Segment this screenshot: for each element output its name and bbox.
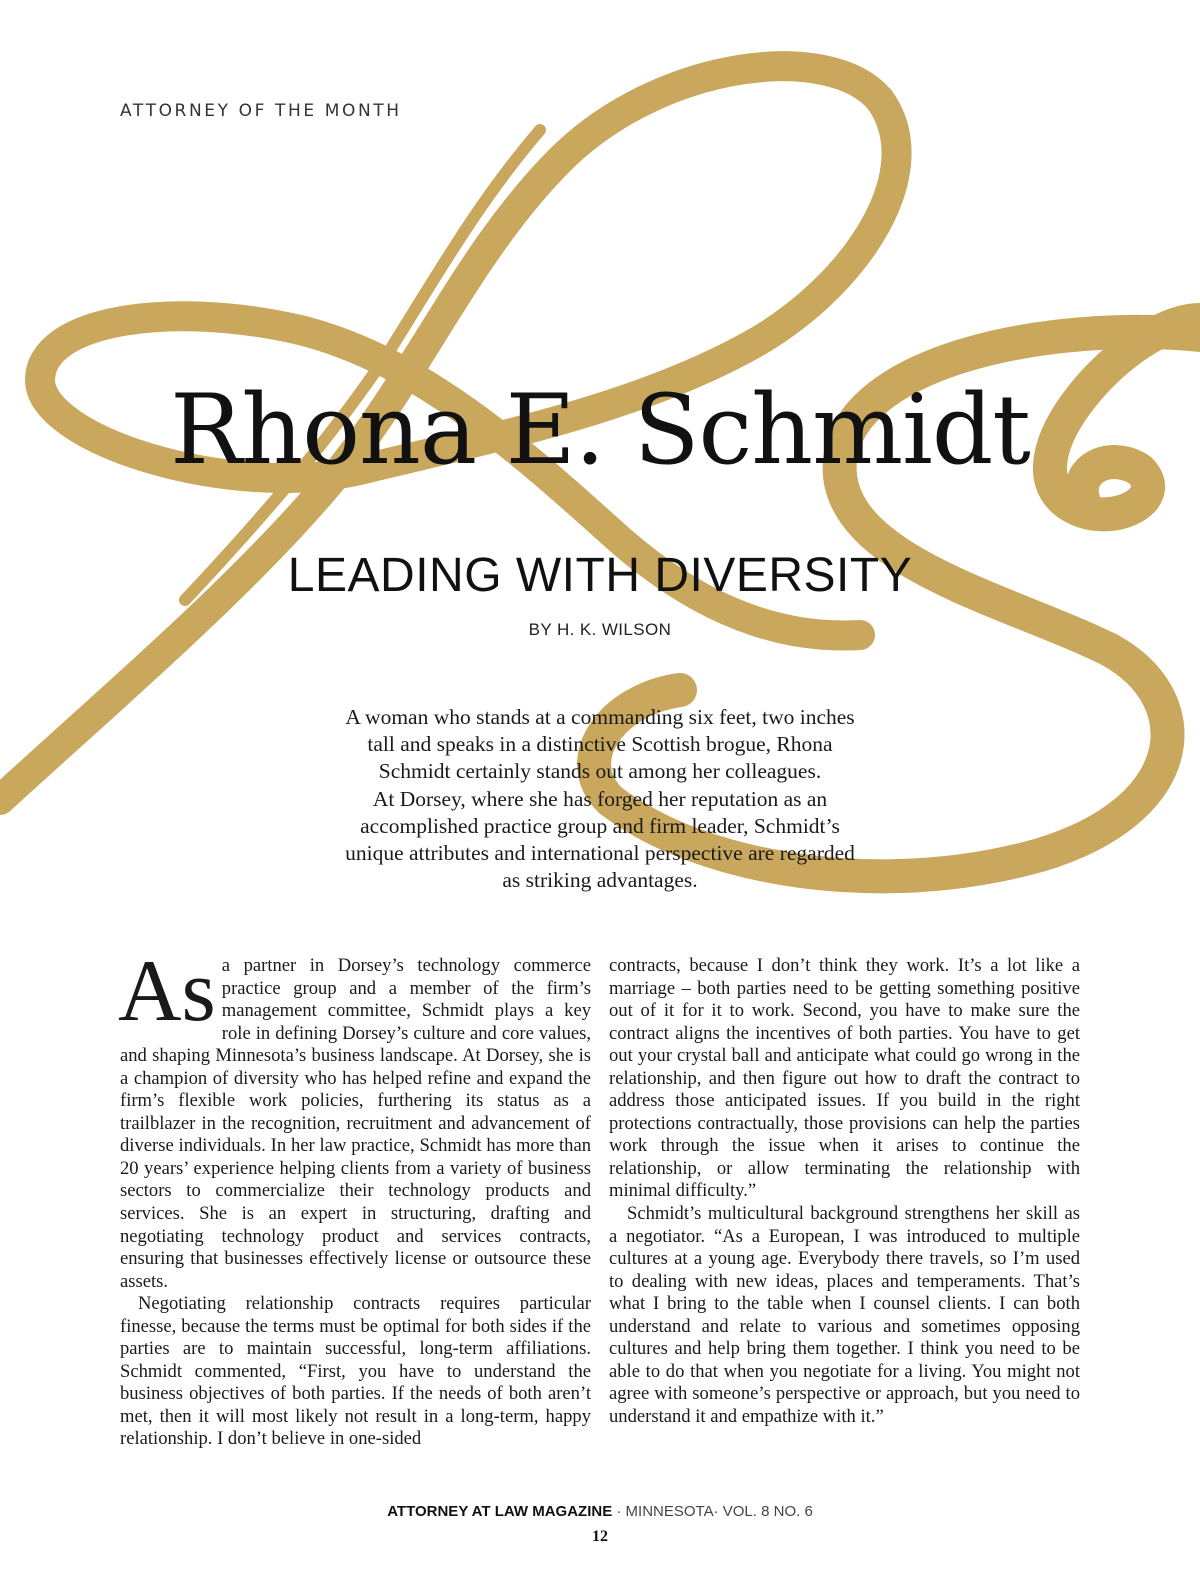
issue-details: · MINNESOTA· VOL. 8 NO. 6 [612,1503,813,1520]
paragraph-text: a partner in Dorsey’s technology commerce practice group and a member of the firm’s management committee, Schmidt plays a key role in defining Dorsey’s culture and core values, and shaping Minnesota’s business landscape. At Dorsey, she is a champion of diversity who has helped refine and expand the firm’s flexible work policies, furthering its status as a trailblazer in the recognition, recruitment and advancement of diverse individuals. In her law practice, Schmidt has more than 20 years’ experience helping clients from a variety of business sectors to commercialize their technology products and services. She is an expert in structuring, drafting and negotiating technology product and services contracts, ensuring that businesses effectively license or outsource these assets. [120,955,591,1292]
deck-line: unique attributes and international perspective are regarded [345,841,855,866]
deck-line: tall and speaks in a distinctive Scottish brogue, Rhona [367,732,833,757]
body-column-left [118,943,591,1451]
body-paragraph: contracts, because I don’t think they work. It’s a lot like a marriage – both parties need to be getting something positive out of it for it to work. Second, you have to make sure the contract aligns the incentives of both parties. You have to get out your crystal ball and anticipate what could go wrong in the relationship, and then figure out how to draft the contract to address those anticipated issues. If you build in the right protections contractually, those provisions can help the parties work through the issue when it arises to continue the relationship, or allow terminating the relationship with minimal difficulty.” [609,955,1080,1202]
deck-line: Schmidt certainly stands out among her colleagues. [378,759,822,784]
drop-cap: As [118,943,216,1040]
article-title: Rhona E. Schmidt [170,374,1030,486]
page-footer [0,1503,1200,1520]
deck-line: accomplished practice group and firm leader, Schmidt’s [360,813,840,838]
body-paragraph: Negotiating relationship contracts requires particular finesse, because the terms must be optimal for both sides if the parties are to maintain successful, long-term affiliations. Schmidt commented, “First, you have to understand the business objectives of both parties. If the needs of both aren’t met, then it will most likely not result in a long-term, happy relationship. I don’t believe in one-sided [120,1293,591,1450]
body-paragraph [118,943,591,1293]
magazine-name: ATTORNEY AT LAW MAGAZINE [387,1503,613,1520]
article-deck [280,704,920,894]
deck-line: At Dorsey, where she has forged her reputation as an [372,786,828,811]
body-paragraph: Schmidt’s multicultural background strengthens her skill as a negotiator. “As a European, I was introduced to multiple cultures at a young age. Everybody there travels, so I’m used to dealing with new ideas, places and temperaments. That’s what I bring to the table when I counsel clients. I can both understand and relate to various and sometimes opposing cultures and help bring them together. I think you need to be able to do that when you negotiate for a living. You might not agree with someone’s perspective or approach, but you need to understand it and empathize with it.” [609,1203,1080,1427]
deck-line: as striking advantages. [502,868,698,893]
section-kicker: ATTORNEY OF THE MONTH [120,101,402,121]
deck-line: A woman who stands at a commanding six feet, two inches [345,705,855,729]
article-byline: BY H. K. WILSON [528,620,672,639]
article-subtitle: LEADING WITH DIVERSITY [287,549,913,602]
body-column-right [609,955,1080,1428]
page-number: 12 [592,1528,608,1545]
